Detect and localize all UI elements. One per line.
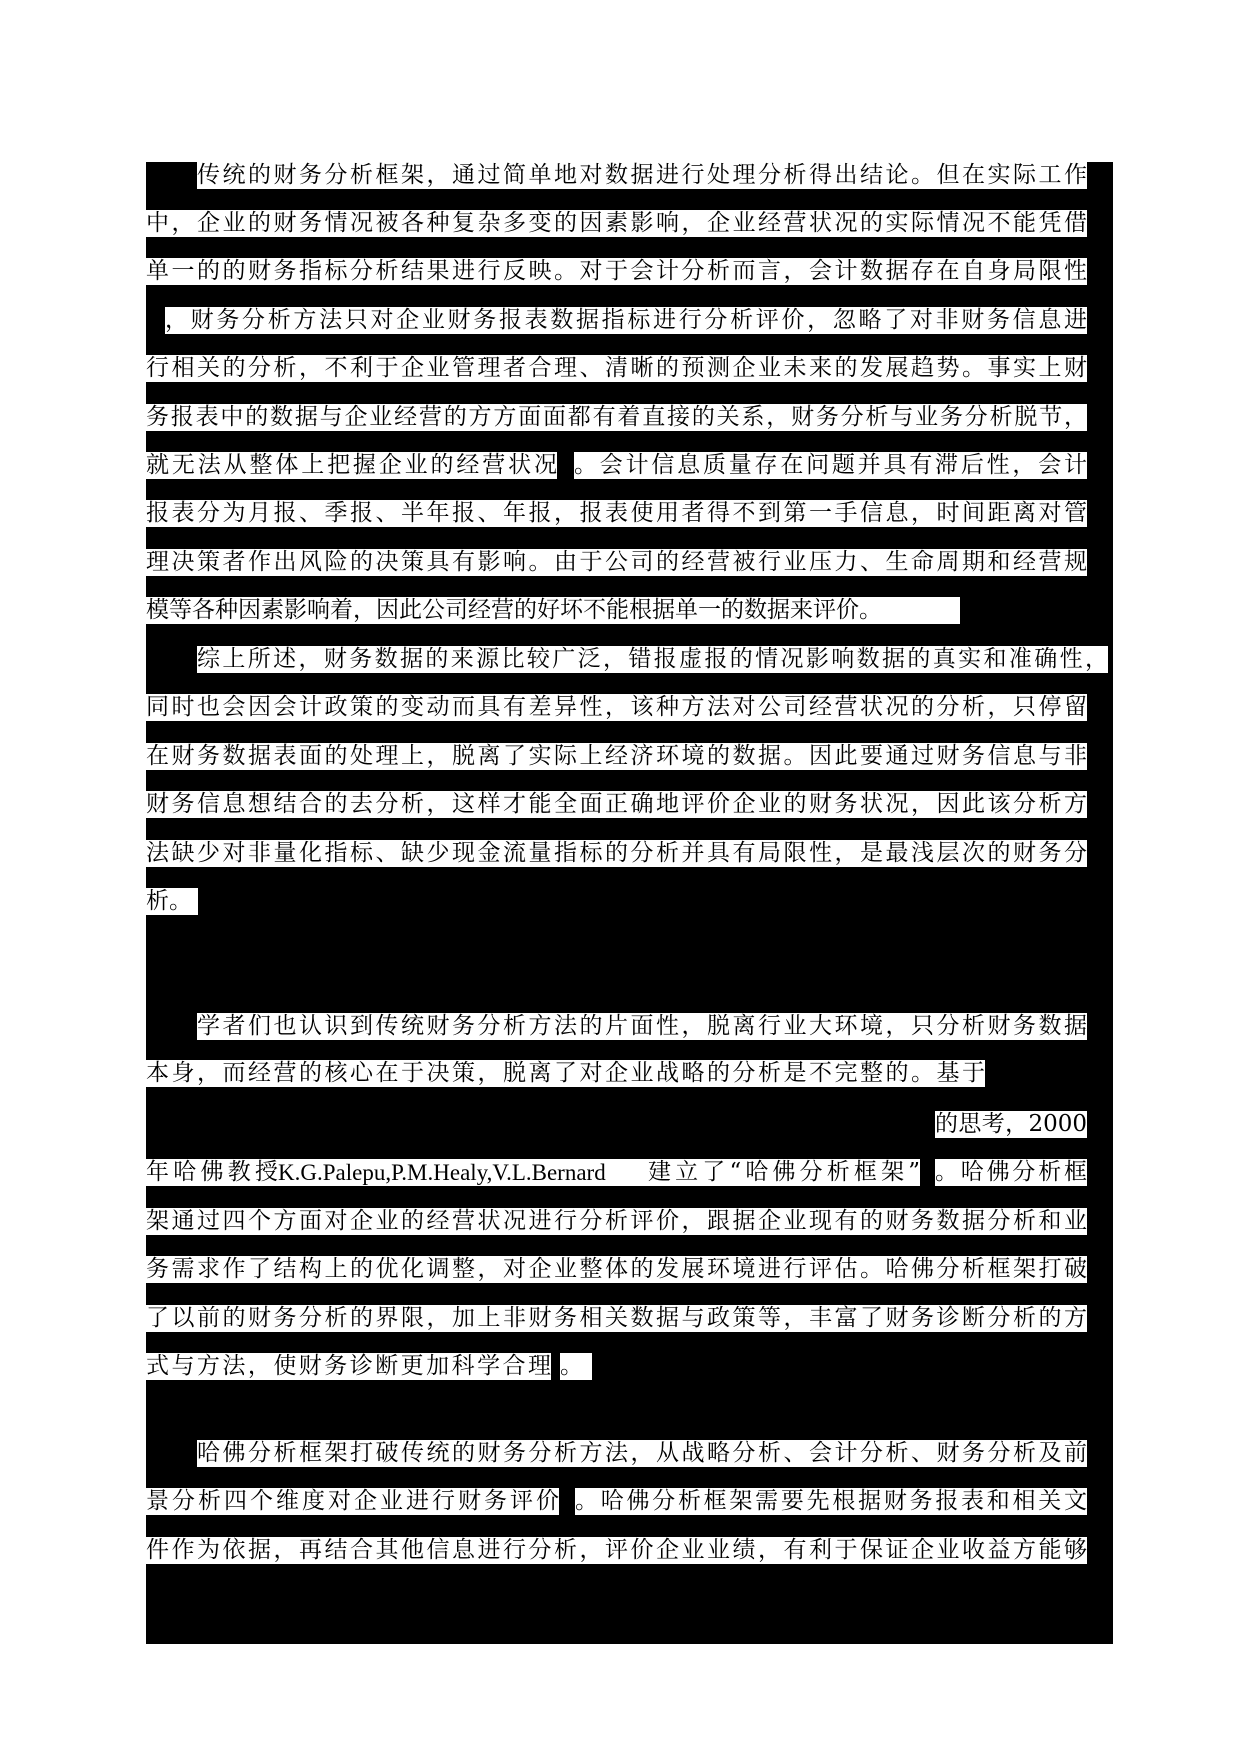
highlighted-text-segment	[146, 840, 1087, 867]
highlighted-text-segment	[197, 1440, 1087, 1467]
highlighted-text-segment	[146, 1488, 559, 1515]
highlighted-text-segment	[146, 500, 1087, 527]
highlighted-text-segment	[146, 1305, 1087, 1332]
highlighted-text-segment	[165, 307, 1087, 334]
text-line	[0, 1013, 1234, 1040]
text-line	[0, 743, 1234, 770]
highlighted-text-segment	[146, 1159, 278, 1186]
highlighted-text-segment	[146, 355, 1087, 382]
segment-text: 传统的财务分析框架，通过简单地对数据进行处理分析得出结论。但在实际工作	[197, 162, 1087, 188]
segment-text: 析。	[146, 888, 192, 914]
segment-text: 中，企业的财务情况被各种复杂多变的因素影响，企业经营状况的实际情况不能凭借	[146, 210, 1087, 236]
text-line	[0, 791, 1234, 818]
text-line	[0, 500, 1234, 527]
highlighted-text-segment	[146, 694, 1087, 721]
highlighted-text-segment	[146, 210, 1087, 237]
segment-text: 件作为依据，再结合其他信息进行分析，评价企业业绩，有利于保证企业收益方能够	[146, 1537, 1087, 1563]
highlighted-text-segment	[278, 1159, 648, 1186]
segment-text: 学者们也认识到传统财务分析方法的片面性，脱离行业大环境，只分析财务数据	[197, 1013, 1087, 1039]
segment-text: 哈佛分析框架打破传统的财务分析方法，从战略分析、会计分析、财务分析及前	[197, 1440, 1087, 1466]
segment-text: 。哈佛分析框架需要先根据财务报表和相关文	[575, 1488, 1087, 1514]
highlighted-text-segment	[575, 1488, 1087, 1515]
text-line	[0, 840, 1234, 867]
highlighted-text-segment	[146, 404, 1087, 431]
highlighted-text-segment	[648, 1159, 920, 1186]
segment-text: 架通过四个方面对企业的经营状况进行分析评价，跟据企业现有的财务数据分析和业	[146, 1208, 1087, 1234]
text-line	[0, 646, 1234, 673]
highlighted-text-segment	[146, 1208, 1087, 1235]
segment-text: 的思考，2000	[935, 1111, 1087, 1137]
segment-text: 本身，而经营的核心在于决策，脱离了对企业战略的分析是不完整的。基于	[146, 1060, 985, 1086]
text-line	[0, 452, 1234, 479]
highlighted-text-segment	[146, 743, 1087, 770]
text-line	[0, 1353, 1234, 1380]
text-line	[0, 549, 1234, 576]
text-line	[0, 404, 1234, 431]
highlighted-text-segment	[146, 597, 960, 624]
segment-text: 单一的的财务指标分析结果进行反映。对于会计分析而言，会计数据存在自身局限性	[146, 258, 1087, 284]
segment-text: 务需求作了结构上的优化调整，对企业整体的发展环境进行评估。哈佛分析框架打破	[146, 1256, 1087, 1282]
highlighted-text-segment	[146, 1060, 985, 1087]
segment-text: 年哈佛教授	[146, 1159, 278, 1185]
segment-text: 财务信息想结合的去分析，这样才能全面正确地评价企业的财务状况，因此该分析方	[146, 791, 1087, 817]
text-line	[0, 1256, 1234, 1283]
text-line	[0, 1060, 1234, 1087]
text-line	[0, 162, 1234, 189]
segment-text: 。哈佛分析框	[935, 1159, 1087, 1185]
highlighted-text-segment	[146, 1353, 551, 1380]
text-line	[0, 210, 1234, 237]
highlighted-text-segment	[146, 888, 198, 915]
highlighted-text-segment	[146, 1256, 1087, 1283]
segment-text: 报表分为月报、季报、半年报、年报，报表使用者得不到第一手信息，时间距离对管	[146, 500, 1087, 526]
highlighted-text-segment	[935, 1159, 1087, 1186]
segment-text: K.G.Palepu,P.M.Healy,V.L.Bernard	[278, 1160, 606, 1185]
text-line	[0, 1208, 1234, 1235]
segment-text: 了以前的财务分析的界限，加上非财务相关数据与政策等，丰富了财务诊断分析的方	[146, 1305, 1087, 1331]
text-line	[0, 1488, 1234, 1515]
text-line	[0, 597, 1234, 624]
text-line	[0, 1305, 1234, 1332]
segment-text: 模等各种因素影响着，因此公司经营的好坏不能根据单一的数据来评价。	[146, 597, 882, 623]
highlighted-text-segment	[146, 1537, 1087, 1564]
highlighted-text-segment	[574, 452, 1087, 479]
text-line	[0, 888, 1234, 915]
segment-text: 理决策者作出风险的决策具有影响。由于公司的经营被行业压力、生命周期和经营规	[146, 549, 1087, 575]
highlighted-text-segment	[935, 1111, 1087, 1138]
text-line	[0, 355, 1234, 382]
segment-text: 式与方法，使财务诊断更加科学合理	[146, 1353, 551, 1379]
highlighted-text-segment	[560, 1353, 592, 1380]
text-line	[0, 307, 1234, 334]
segment-text: 。	[560, 1353, 583, 1379]
highlighted-text-segment	[146, 452, 557, 479]
text-line	[0, 258, 1234, 285]
segment-text: 务报表中的数据与企业经营的方方面面都有着直接的关系，财务分析与业务分析脱节，	[146, 404, 1087, 430]
segment-text: 综上所述，财务数据的来源比较广泛，错报虚报的情况影响数据的真实和准确性，	[197, 646, 1108, 672]
highlighted-text-segment	[197, 162, 1087, 189]
segment-text: ，财务分析方法只对企业财务报表数据指标进行分析评价，忽略了对非财务信息进	[165, 307, 1087, 333]
segment-text: 在财务数据表面的处理上，脱离了实际上经济环境的数据。因此要通过财务信息与非	[146, 743, 1087, 769]
segment-text: 同时也会因会计政策的变动而具有差异性，该种方法对公司经营状况的分析，只停留	[146, 694, 1087, 720]
text-line	[0, 1159, 1234, 1186]
highlighted-text-segment	[197, 1013, 1087, 1040]
segment-text: 建立了“哈佛分析框架”	[648, 1159, 920, 1185]
highlighted-text-segment	[146, 791, 1087, 818]
text-line	[0, 694, 1234, 721]
text-line	[0, 1537, 1234, 1564]
segment-text: 。会计信息质量存在问题并具有滞后性，会计	[574, 452, 1087, 478]
text-line	[0, 1440, 1234, 1467]
segment-text: 景分析四个维度对企业进行财务评价	[146, 1488, 559, 1514]
segment-text: 行相关的分析，不利于企业管理者合理、清晰的预测企业未来的发展趋势。事实上财	[146, 355, 1087, 381]
segment-text: 就无法从整体上把握企业的经营状况	[146, 452, 557, 478]
segment-text: 法缺少对非量化指标、缺少现金流量指标的分析并具有局限性，是最浅层次的财务分	[146, 840, 1087, 866]
highlighted-text-segment	[146, 258, 1087, 285]
text-line	[0, 1111, 1234, 1138]
highlighted-text-segment	[197, 646, 1108, 673]
highlighted-text-segment	[146, 549, 1087, 576]
